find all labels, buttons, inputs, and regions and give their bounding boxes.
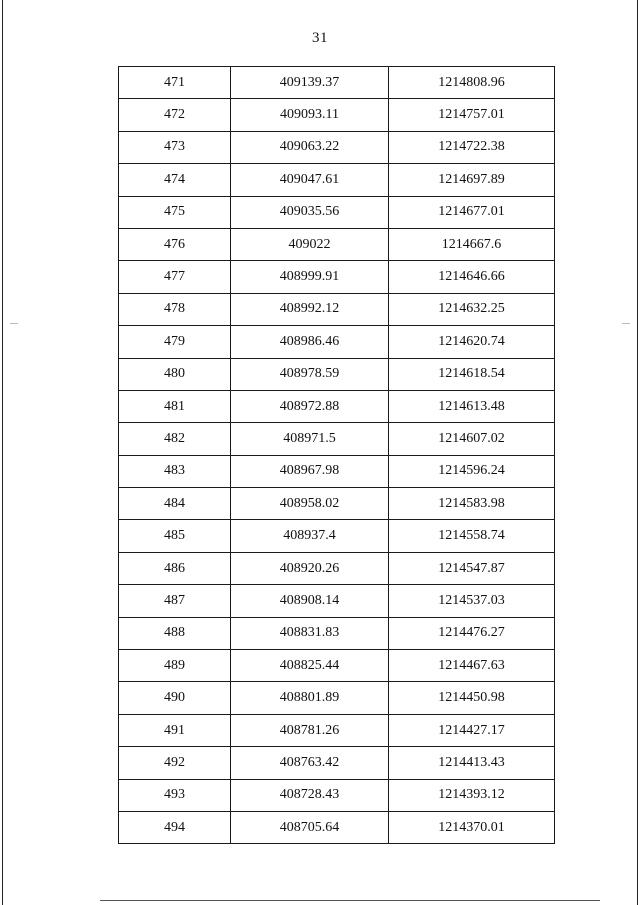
table-row xyxy=(119,164,555,196)
coordinates-table-body xyxy=(119,67,555,844)
point-number-cell: 491 xyxy=(119,714,231,746)
x-coordinate-cell: 409035.56 xyxy=(231,196,389,228)
y-coordinate-cell: 1214450.98 xyxy=(389,682,555,714)
margin-mark-right xyxy=(622,323,630,324)
point-number-cell: 474 xyxy=(119,164,231,196)
x-coordinate-cell: 408728.43 xyxy=(231,779,389,811)
x-coordinate-cell: 408831.83 xyxy=(231,617,389,649)
point-number-cell: 476 xyxy=(119,228,231,260)
table-row xyxy=(119,455,555,487)
y-coordinate-cell: 1214722.38 xyxy=(389,131,555,163)
point-number-cell: 475 xyxy=(119,196,231,228)
y-coordinate-cell: 1214596.24 xyxy=(389,455,555,487)
x-coordinate-cell: 408958.02 xyxy=(231,488,389,520)
table-row xyxy=(119,390,555,422)
y-coordinate-cell: 1214413.43 xyxy=(389,747,555,779)
table-row xyxy=(119,261,555,293)
x-coordinate-cell: 408986.46 xyxy=(231,326,389,358)
point-number-cell: 483 xyxy=(119,455,231,487)
x-coordinate-cell: 409063.22 xyxy=(231,131,389,163)
point-number-cell: 477 xyxy=(119,261,231,293)
x-coordinate-cell: 408908.14 xyxy=(231,585,389,617)
y-coordinate-cell: 1214667.6 xyxy=(389,228,555,260)
table-row xyxy=(119,99,555,131)
table-row xyxy=(119,617,555,649)
x-coordinate-cell: 408972.88 xyxy=(231,390,389,422)
table-row xyxy=(119,585,555,617)
point-number-cell: 494 xyxy=(119,811,231,843)
y-coordinate-cell: 1214583.98 xyxy=(389,488,555,520)
x-coordinate-cell: 408781.26 xyxy=(231,714,389,746)
point-number-cell: 485 xyxy=(119,520,231,552)
y-coordinate-cell: 1214677.01 xyxy=(389,196,555,228)
x-coordinate-cell: 408978.59 xyxy=(231,358,389,390)
table-row xyxy=(119,67,555,99)
y-coordinate-cell: 1214467.63 xyxy=(389,650,555,682)
y-coordinate-cell: 1214607.02 xyxy=(389,423,555,455)
y-coordinate-cell: 1214613.48 xyxy=(389,390,555,422)
page-border-left xyxy=(2,0,3,905)
page-bottom-rule xyxy=(100,900,600,901)
x-coordinate-cell: 408999.91 xyxy=(231,261,389,293)
point-number-cell: 481 xyxy=(119,390,231,422)
point-number-cell: 490 xyxy=(119,682,231,714)
table-row xyxy=(119,196,555,228)
x-coordinate-cell: 408920.26 xyxy=(231,552,389,584)
table-row xyxy=(119,228,555,260)
y-coordinate-cell: 1214370.01 xyxy=(389,811,555,843)
table-row xyxy=(119,779,555,811)
table-row xyxy=(119,293,555,325)
x-coordinate-cell: 408763.42 xyxy=(231,747,389,779)
y-coordinate-cell: 1214757.01 xyxy=(389,99,555,131)
y-coordinate-cell: 1214547.87 xyxy=(389,552,555,584)
y-coordinate-cell: 1214808.96 xyxy=(389,67,555,99)
point-number-cell: 473 xyxy=(119,131,231,163)
table-row xyxy=(119,747,555,779)
coordinates-table xyxy=(118,66,555,844)
x-coordinate-cell: 408992.12 xyxy=(231,293,389,325)
x-coordinate-cell: 408801.89 xyxy=(231,682,389,714)
page-number: 31 xyxy=(312,30,328,46)
x-coordinate-cell: 409047.61 xyxy=(231,164,389,196)
table-row xyxy=(119,811,555,843)
y-coordinate-cell: 1214427.17 xyxy=(389,714,555,746)
point-number-cell: 487 xyxy=(119,585,231,617)
x-coordinate-cell: 409139.37 xyxy=(231,67,389,99)
table-row xyxy=(119,682,555,714)
table-row xyxy=(119,650,555,682)
x-coordinate-cell: 408937.4 xyxy=(231,520,389,552)
margin-mark-left xyxy=(10,323,18,324)
y-coordinate-cell: 1214537.03 xyxy=(389,585,555,617)
y-coordinate-cell: 1214618.54 xyxy=(389,358,555,390)
point-number-cell: 479 xyxy=(119,326,231,358)
table-row xyxy=(119,714,555,746)
x-coordinate-cell: 409022 xyxy=(231,228,389,260)
table-row xyxy=(119,520,555,552)
point-number-cell: 472 xyxy=(119,99,231,131)
x-coordinate-cell: 408705.64 xyxy=(231,811,389,843)
y-coordinate-cell: 1214697.89 xyxy=(389,164,555,196)
point-number-cell: 486 xyxy=(119,552,231,584)
y-coordinate-cell: 1214558.74 xyxy=(389,520,555,552)
point-number-cell: 480 xyxy=(119,358,231,390)
point-number-cell: 471 xyxy=(119,67,231,99)
point-number-cell: 478 xyxy=(119,293,231,325)
table-row xyxy=(119,423,555,455)
table-row xyxy=(119,131,555,163)
y-coordinate-cell: 1214476.27 xyxy=(389,617,555,649)
y-coordinate-cell: 1214632.25 xyxy=(389,293,555,325)
table-row xyxy=(119,358,555,390)
table-row xyxy=(119,552,555,584)
x-coordinate-cell: 408825.44 xyxy=(231,650,389,682)
x-coordinate-cell: 409093.11 xyxy=(231,99,389,131)
point-number-cell: 492 xyxy=(119,747,231,779)
x-coordinate-cell: 408967.98 xyxy=(231,455,389,487)
y-coordinate-cell: 1214393.12 xyxy=(389,779,555,811)
point-number-cell: 484 xyxy=(119,488,231,520)
y-coordinate-cell: 1214646.66 xyxy=(389,261,555,293)
x-coordinate-cell: 408971.5 xyxy=(231,423,389,455)
point-number-cell: 489 xyxy=(119,650,231,682)
table-row xyxy=(119,488,555,520)
page-border-right xyxy=(637,0,638,905)
y-coordinate-cell: 1214620.74 xyxy=(389,326,555,358)
point-number-cell: 488 xyxy=(119,617,231,649)
table-row xyxy=(119,326,555,358)
point-number-cell: 493 xyxy=(119,779,231,811)
point-number-cell: 482 xyxy=(119,423,231,455)
